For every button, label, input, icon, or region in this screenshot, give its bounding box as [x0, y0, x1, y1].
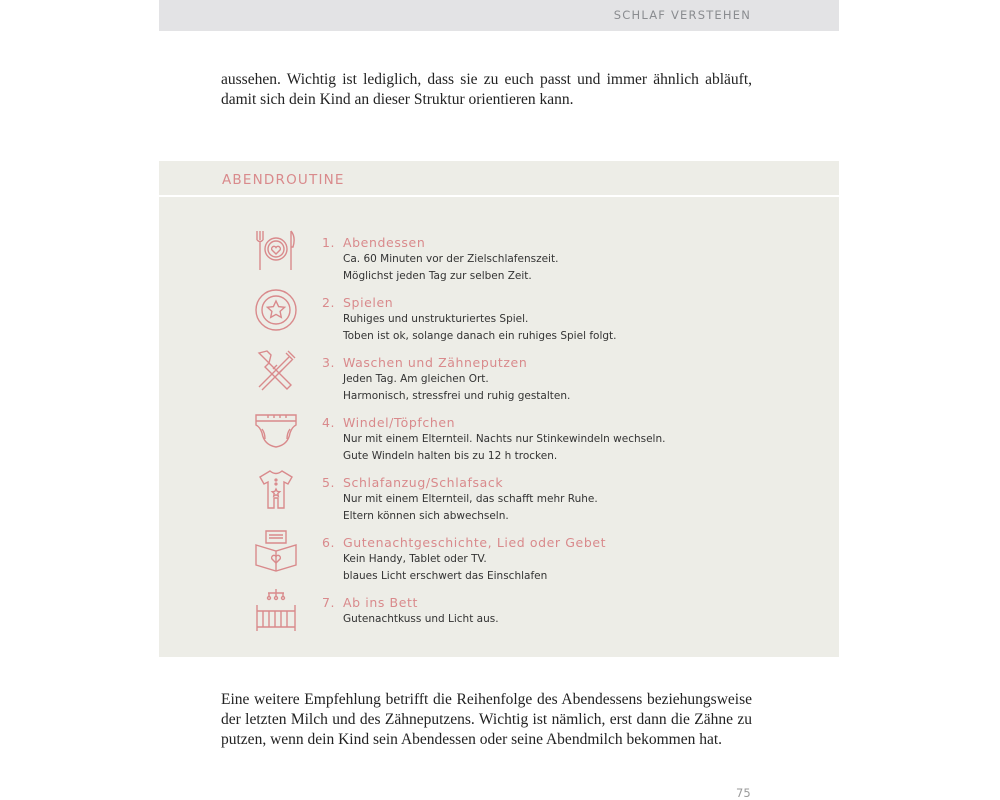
step-line: Ca. 60 Minuten vor der Zielschlafenszeit. [343, 253, 559, 265]
step-line: Harmonisch, stressfrei und ruhig gestalten. [343, 390, 571, 402]
step-title: Abendessen [343, 235, 426, 250]
step-line: Gutenachtkuss und Licht aus. [343, 613, 499, 625]
routine-step [159, 235, 839, 285]
baby-onesie-icon [253, 467, 299, 513]
step-number: 7. [322, 595, 336, 610]
step-number: 4. [322, 415, 336, 430]
step-line: Kein Handy, Tablet oder TV. [343, 553, 487, 565]
routine-step [159, 595, 839, 645]
closing-paragraph: Eine weitere Empfehlung betrifft die Reihenfolge des Abendessens beziehungsweise der letzten Milch und des Zähneputzens. Wichtig ist nämlich, erst dann die Zähne zu putzen, wenn dein Kind sein Abendessen oder seine Abendmilch bekommen hat. [221, 691, 752, 748]
routine-step [159, 535, 839, 585]
step-line: blaues Licht erschwert das Einschlafen [343, 570, 548, 582]
crib-mobile-icon [253, 587, 299, 633]
step-title: Ab ins Bett [343, 595, 419, 610]
step-line: Toben ist ok, solange danach ein ruhiges Spiel folgt. [343, 330, 617, 342]
page-number: 75 [736, 786, 751, 800]
toothbrush-toothpaste-icon [253, 347, 299, 393]
step-number: 5. [322, 475, 336, 490]
step-line: Nur mit einem Elternteil, das schafft mehr Ruhe. [343, 493, 598, 505]
routine-step [159, 475, 839, 525]
step-line: Eltern können sich abwechseln. [343, 510, 509, 522]
step-line: Nur mit einem Elternteil. Nachts nur Stinkewindeln wechseln. [343, 433, 666, 445]
step-number: 3. [322, 355, 336, 370]
section-title: SCHLAF VERSTEHEN [613, 8, 751, 22]
step-title: Waschen und Zähneputzen [343, 355, 528, 370]
routine-box [159, 161, 839, 657]
routine-step [159, 355, 839, 405]
step-title: Windel/Töpfchen [343, 415, 456, 430]
book-heart-icon [253, 527, 299, 573]
diaper-icon [253, 407, 299, 453]
step-line: Ruhiges und unstrukturiertes Spiel. [343, 313, 529, 325]
dinner-plate-heart-icon [253, 227, 299, 273]
step-line: Gute Windeln halten bis zu 12 h trocken. [343, 450, 558, 462]
step-line: Jeden Tag. Am gleichen Ort. [343, 373, 489, 385]
routine-box-header [159, 161, 839, 197]
step-line: Möglichst jeden Tag zur selben Zeit. [343, 270, 532, 282]
step-title: Schlafanzug/Schlafsack [343, 475, 504, 490]
step-title: Gutenachtgeschichte, Lied oder Gebet [343, 535, 607, 550]
step-number: 6. [322, 535, 336, 550]
routine-box-title: ABENDROUTINE [222, 172, 345, 188]
step-title: Spielen [343, 295, 394, 310]
intro-paragraph: aussehen. Wichtig ist lediglich, dass sie zu euch passt und immer ähnlich abläuft, damit sich dein Kind an dieser Struktur orientieren kann. [221, 71, 752, 108]
ball-star-icon [253, 287, 299, 333]
step-number: 2. [322, 295, 336, 310]
routine-step [159, 295, 839, 345]
routine-step [159, 415, 839, 465]
step-number: 1. [322, 235, 336, 250]
running-header [159, 0, 839, 31]
